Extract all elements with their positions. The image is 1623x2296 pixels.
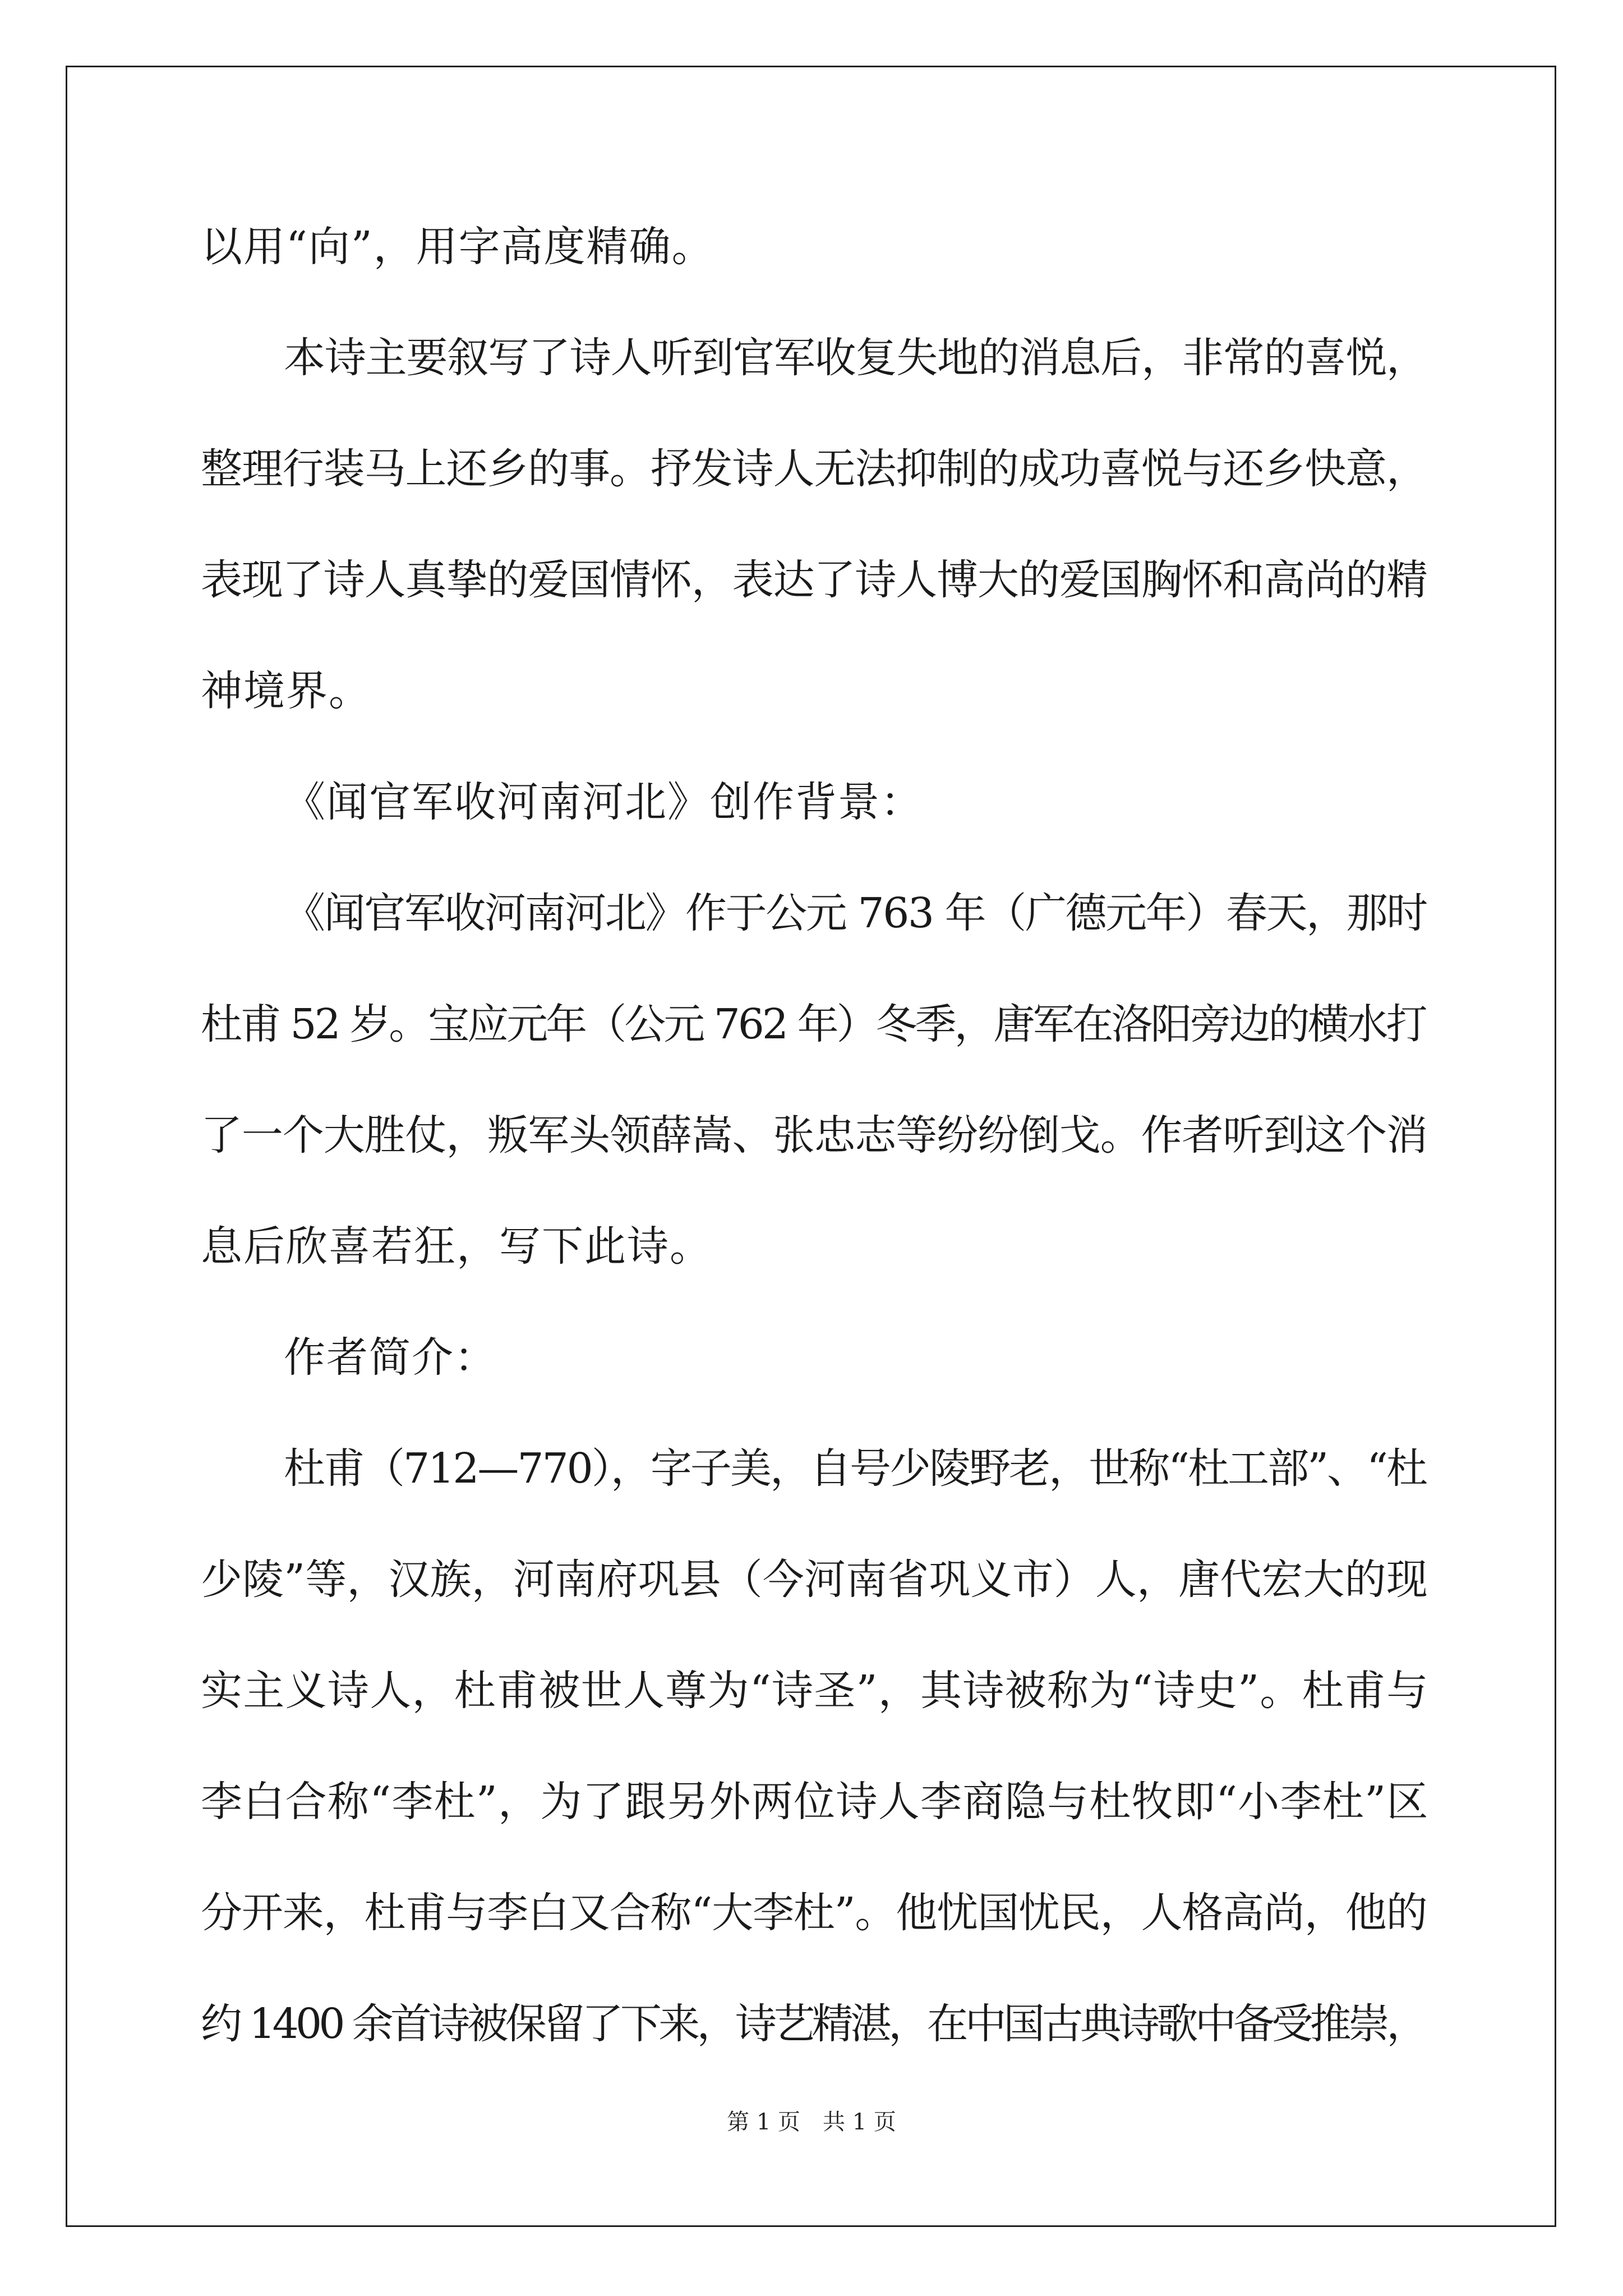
text-line: 《闻官军收河南河北》创作背景： [284,778,923,826]
text-line: 杜甫（712—770），字子美，自号少陵野老，世称“杜工部”、“杜 [284,1444,1427,1493]
text-line: 实主义诗人，杜甫被世人尊为“诗圣”，其诗被称为“诗史”。杜甫与 [201,1667,1429,1715]
text-line: 了一个大胜仗，叛军头领薛嵩、张忠志等纷纷倒戈。作者听到这个消 [201,1111,1427,1159]
text-line: 整理行装马上还乡的事。抒发诗人无法抑制的成功喜悦与还乡快意， [201,445,1427,493]
text-line: 神境界。 [201,667,371,715]
text-line: 本诗主要叙写了诗人听到官军收复失地的消息后，非常的喜悦， [284,334,1427,382]
text-line: 分开来，杜甫与李白又合称“大李杜”。他忧国忧民，人格高尚，他的 [201,1889,1427,1937]
text-line: 少陵”等，汉族，河南府巩县（今河南省巩义市）人，唐代宏大的现 [201,1556,1428,1604]
text-line: 作者简介： [284,1333,497,1382]
text-line: 表现了诗人真挚的爱国情怀，表达了诗人博大的爱国胸怀和高尚的精 [201,556,1427,604]
text-line: 《闻官军收河南河北》作于公元 763 年（广德元年）春天，那时 [284,889,1427,937]
page-footer: 第 1 页 共 1 页 [727,2109,896,2135]
document-body [201,216,1429,2104]
text-line: 约 1400 余首诗被保留了下来，诗艺精湛，在中国古典诗歌中备受推崇， [201,2000,1425,2048]
text-line: 李白合称“李杜”，为了跟另外两位诗人李商隐与杜牧即“小李杜”区 [201,1778,1429,1826]
text-line: 息后欣喜若狂，写下此诗。 [201,1222,712,1271]
text-line: 杜甫 52 岁。宝应元年（公元 762 年）冬季，唐军在洛阳旁边的横水打 [201,1000,1426,1048]
text-line: 以用“向”，用字高度精确。 [201,223,714,271]
